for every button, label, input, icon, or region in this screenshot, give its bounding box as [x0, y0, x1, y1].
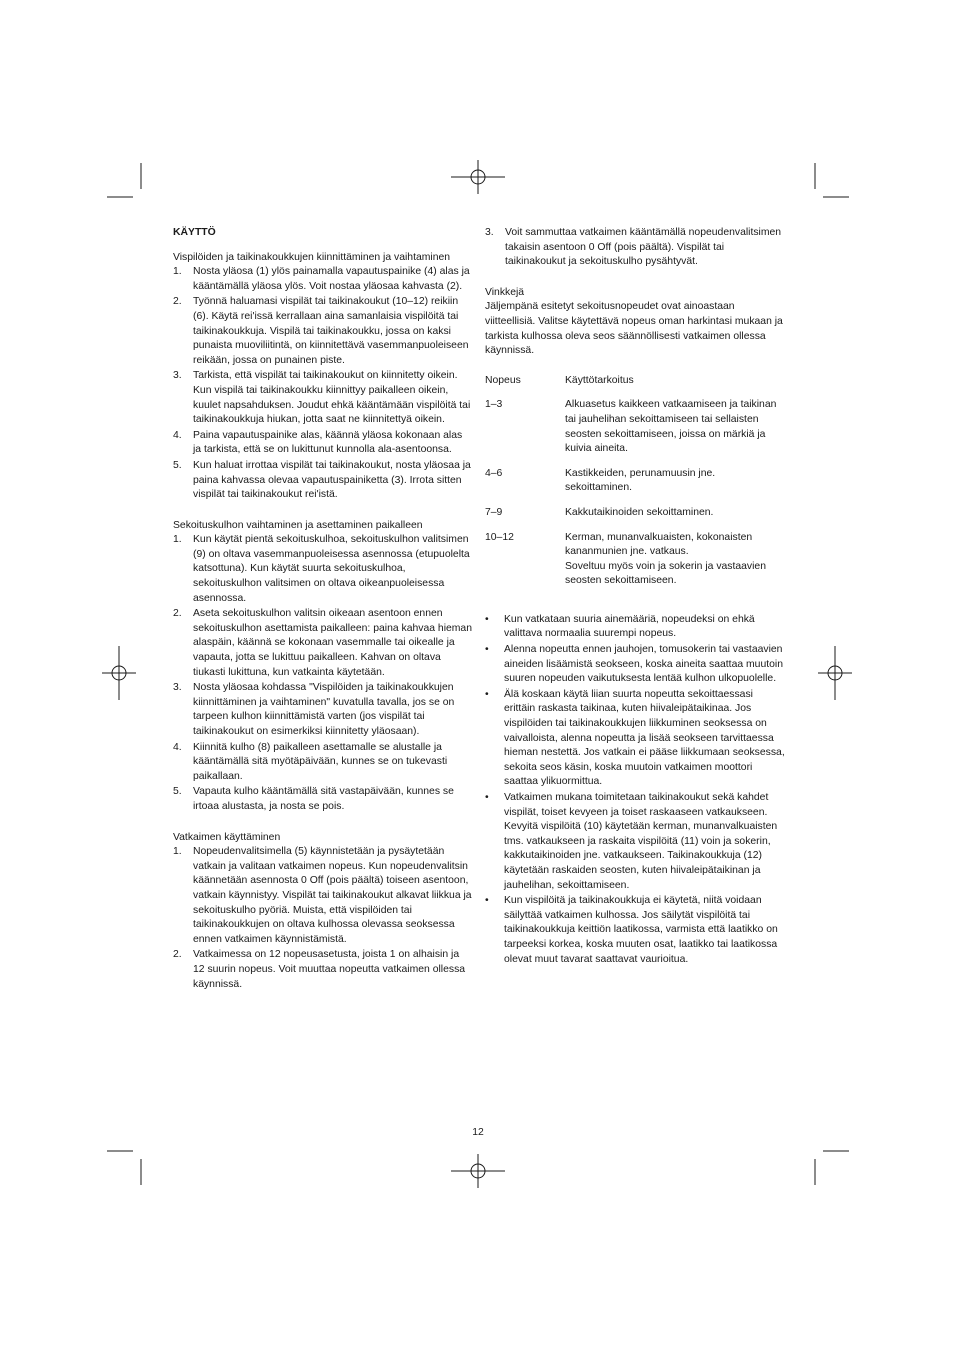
table-header-row — [485, 374, 785, 399]
list-item: • Vatkaimen mukana toimitetaan taikinakoukut sekä kahdet vispilät, toiset kevyeen ja toiset raskaaseen vatkaukseen. Kevyitä vispilöitä (10) käytetään kerman, munanvalkuaisten tms. vatkaukseen ja raskaita vispilöitä (11) voin ja sokerin, kakkutaikinoiden jne. vatkaukseen. Taikinakoukkuja (12) käytetään raskaiden seosten, kuten hiivaleipätaikinan ja jauhelihan, sekoittamiseen. — [485, 791, 785, 893]
usage-steps — [173, 845, 473, 992]
list-item: 1. Nopeudenvalitsimella (5) käynnistetään ja pysäytetään vatkain ja valitaan vatkaimen nopeus. Kun nopeudenvalitsin käännetään asennosta 0 Off (pois päältä) toiseen asentoon, vatkain käynnistyy. Vispilät tai taikinakoukut alkavat liikkua ja sekoituskulho pyöriä. Muista, että vispilöiden tai taikinakoukkujen on oltava kulhossa olevassa seoksessa ennen vatkaimen käynnistämistä. — [173, 846, 472, 945]
table-row — [485, 467, 785, 506]
list-item: 3. Nosta yläosaa kohdassa "Vispilöiden ja taikinakoukkujen kiinnittäminen ja vaihtaminen" kuvatulla tavalla, jos se on tarpeen kulhon kiinnittämistä varten (jos vispilät tai taikinakoukut on esimerkiksi kiinnitetty yläosaan). — [173, 682, 455, 737]
speed-table — [485, 374, 785, 599]
table-row — [485, 506, 785, 531]
list-item: 1. Nosta yläosa (1) ylös painamalla vapautuspainike (4) alas ja kääntämällä yläosa ylös. Voit nostaa yläosaa kahvasta (2). — [173, 266, 470, 292]
table-cell-speed: 10–12 — [485, 531, 514, 543]
tips-bullets — [485, 613, 785, 967]
table-cell-speed: 7–9 — [485, 506, 503, 518]
table-cell-speed: 1–3 — [485, 399, 503, 411]
list-item: • Älä koskaan käytä liian suurta nopeutta sekoittaessasi erittäin raskasta taikinaa, kuten hiivaleipätaikinaa. Jos vispilöiden tai taikinakoukkujen liikkuminen seoksessa on vaivalloista, alenna nopeutta ja lisää seokseen tarvittaessa hieman nestettä. Jos vatkain ei pääse liikkumaan seoksessa, sekoita seos käsin, koska muutoin vatkaimen moottori saattaa ylikuormittua. — [485, 688, 785, 790]
registration-target-bottom — [451, 1154, 505, 1188]
list-item: • Alenna nopeutta ennen jauhojen, tomusokerin tai vastaavien aineiden lisäämistä seokseen, koska aineita saattaa muutoin suuren nopeuden vaikutuksesta lentää kulhon ulkopuolelle. — [485, 643, 785, 687]
table-cell-use — [565, 531, 785, 599]
list-item: 2. Vatkaimessa on 12 nopeusasetusta, joista 1 on alhaisin ja 12 suurin nopeus. Voit muuttaa nopeutta vatkaimen ollessa käynnissä. — [173, 949, 466, 990]
table-cell-use: Kakkutaikinoiden sekoittaminen. — [565, 506, 714, 518]
section-heading-usage: Vatkaimen käyttäminen — [173, 831, 281, 843]
list-item: 3. Tarkista, että vispilät tai taikinakoukut on kiinnitetty oikein. Kun vispilä tai taikinakoukku kiinnittyy paikalleen oikein, kuulet napsahduksen. Joudut ehkä kääntämään vispilöitä tai taikinakoukkuja hiukan, jotta saat ne kiinnitettyä oikein. — [173, 370, 471, 426]
bullet-icon: • — [485, 688, 489, 700]
right-column — [485, 226, 785, 968]
list-item: 5. Kun haluat irrottaa vispilät tai taikinakoukut, nosta yläosaa ja paina kahvassa olevaa vapautuspainiketta (3). Irrota sitten vispilät tai taikinakoukut rei'istä. — [173, 459, 471, 501]
tips-text: Jäljempänä esitetyt sekoitusnopeudet ovat ainoastaan viitteellisiä. Valitse käytettävä nopeus oman harkintasi mukaan ja tarkista kulhossa oleva seos säännöllisesti vatkaimen ollessa käynnissä. — [485, 301, 783, 357]
table-cell-use: Kastikkeiden, perunamuusin jne. sekoittaminen. — [565, 467, 716, 494]
list-item: 5. Vapauta kulho kääntämällä sitä vastapäivään, kunnes se irtoaa alustasta, ja nosta se pois. — [173, 786, 454, 812]
bullet-icon: • — [485, 644, 489, 656]
list-item: 4. Paina vapautuspainike alas, käännä yläosa kokonaan alas ja tarkista, että se on lukittunut kunnolla ala-asentoonsa. — [173, 429, 463, 456]
list-item: 2. Aseta sekoituskulhon valitsin oikeaan asentoon ennen sekoituskulhon asettamista paikalleen: paina kahvaa hieman alaspäin, käännä se kokonaan vasemmalle tai oikealle ja vapauta, jotta se lukittuu paikalleen. Kahvan on oltava tiukasti lukittuna, kun vatkainta käytetään. — [173, 608, 472, 678]
list-item: 1. Kun käytät pientä sekoituskulhoa, sekoituskulhon valitsimen (9) on oltava vasemmanpuoleisessa asennossa (etupuolelta katsottuna). Kun käytät suurta sekoituskulhoa, sekoituskulhon valitsimen on oltava oikeanpuoleisessa asennossa. — [173, 534, 470, 604]
table-header-speed: Nopeus — [485, 374, 521, 386]
table-cell-use: Alkuasetus kaikkeen vatkaamiseen ja taikinan tai jauhelihan sekoittamiseen tai sellaisten seosten sekoittamiseen, joissa on märkiä ja kuivia aineita. — [565, 399, 777, 455]
table-header-use: Käyttötarkoitus — [565, 374, 634, 386]
section-heading-attachments: Vispilöiden ja taikinakoukkujen kiinnittäminen ja vaihtaminen — [173, 251, 451, 263]
list-item: • Kun vatkataan suuria ainemääriä, nopeudeksi on ehkä valittava normaalia suurempi nopeus. — [485, 613, 785, 642]
table-row — [485, 531, 785, 599]
bullet-icon: • — [485, 613, 489, 625]
list-item: 2. Työnnä haluamasi vispilät tai taikinakoukut (10–12) reikiin (6). Käytä rei'issä kerrallaan aina samanlaisia vispilöitä tai taikinakoukkuja. Vispilä tai taikinakoukku, jossa on kaksi punaista muoviliitintä, on kiinnitettävä vasemmanpuoleiseen reikään, jossa on punainen piste. — [173, 296, 469, 366]
list-item: • Kun vispilöitä ja taikinakoukkuja ei käytetä, niitä voidaan säilyttää vatkaimen kulhossa. Jos säilytät vispilöitä tai taikinakoukkuja keittiön laatikossa, varmista että laatikko on tarpeeksi korkea, koska muuten osat, laatikko tai laatikossa olevat muut tavarat saattavat vaurioitua. — [485, 894, 785, 967]
registration-target-left — [102, 646, 136, 700]
list-item: 4. Kiinnitä kulho (8) paikalleen asettamalle se alustalle ja kääntämällä sitä myötäpäivään, kunnes se on tukevasti paikallaan. — [173, 741, 448, 782]
registration-target-top — [451, 160, 505, 194]
page-number: 12 — [472, 1127, 484, 1138]
attachments-steps — [173, 265, 473, 503]
left-column — [173, 226, 473, 993]
usage-steps-continued — [485, 226, 785, 270]
bowl-steps — [173, 533, 473, 814]
table-cell-use-line: Soveltuu myös voin ja sokerin ja vastaavien seosten sekoittamiseen. — [565, 560, 766, 587]
bullet-icon: • — [485, 895, 489, 907]
section-heading-bowl: Sekoituskulhon vaihtaminen ja asettaminen paikalleen — [173, 519, 423, 531]
table-row — [485, 398, 785, 466]
registration-target-right — [818, 646, 852, 700]
bullet-icon: • — [485, 792, 489, 803]
tips-heading: Vinkkejä — [485, 286, 525, 298]
table-cell-speed: 4–6 — [485, 467, 503, 479]
page-title: KÄYTTÖ — [173, 227, 216, 238]
table-cell-use-line: Kerman, munanvalkuaisten, kokonaisten kananmunien jne. vatkaus. — [565, 531, 753, 558]
list-item: 3. Voit sammuttaa vatkaimen kääntämällä nopeudenvalitsimen takaisin asentoon 0 Off (pois päältä). Vispilät tai taikinakoukut ja sekoituskulho pysähtyvät. — [485, 227, 782, 268]
